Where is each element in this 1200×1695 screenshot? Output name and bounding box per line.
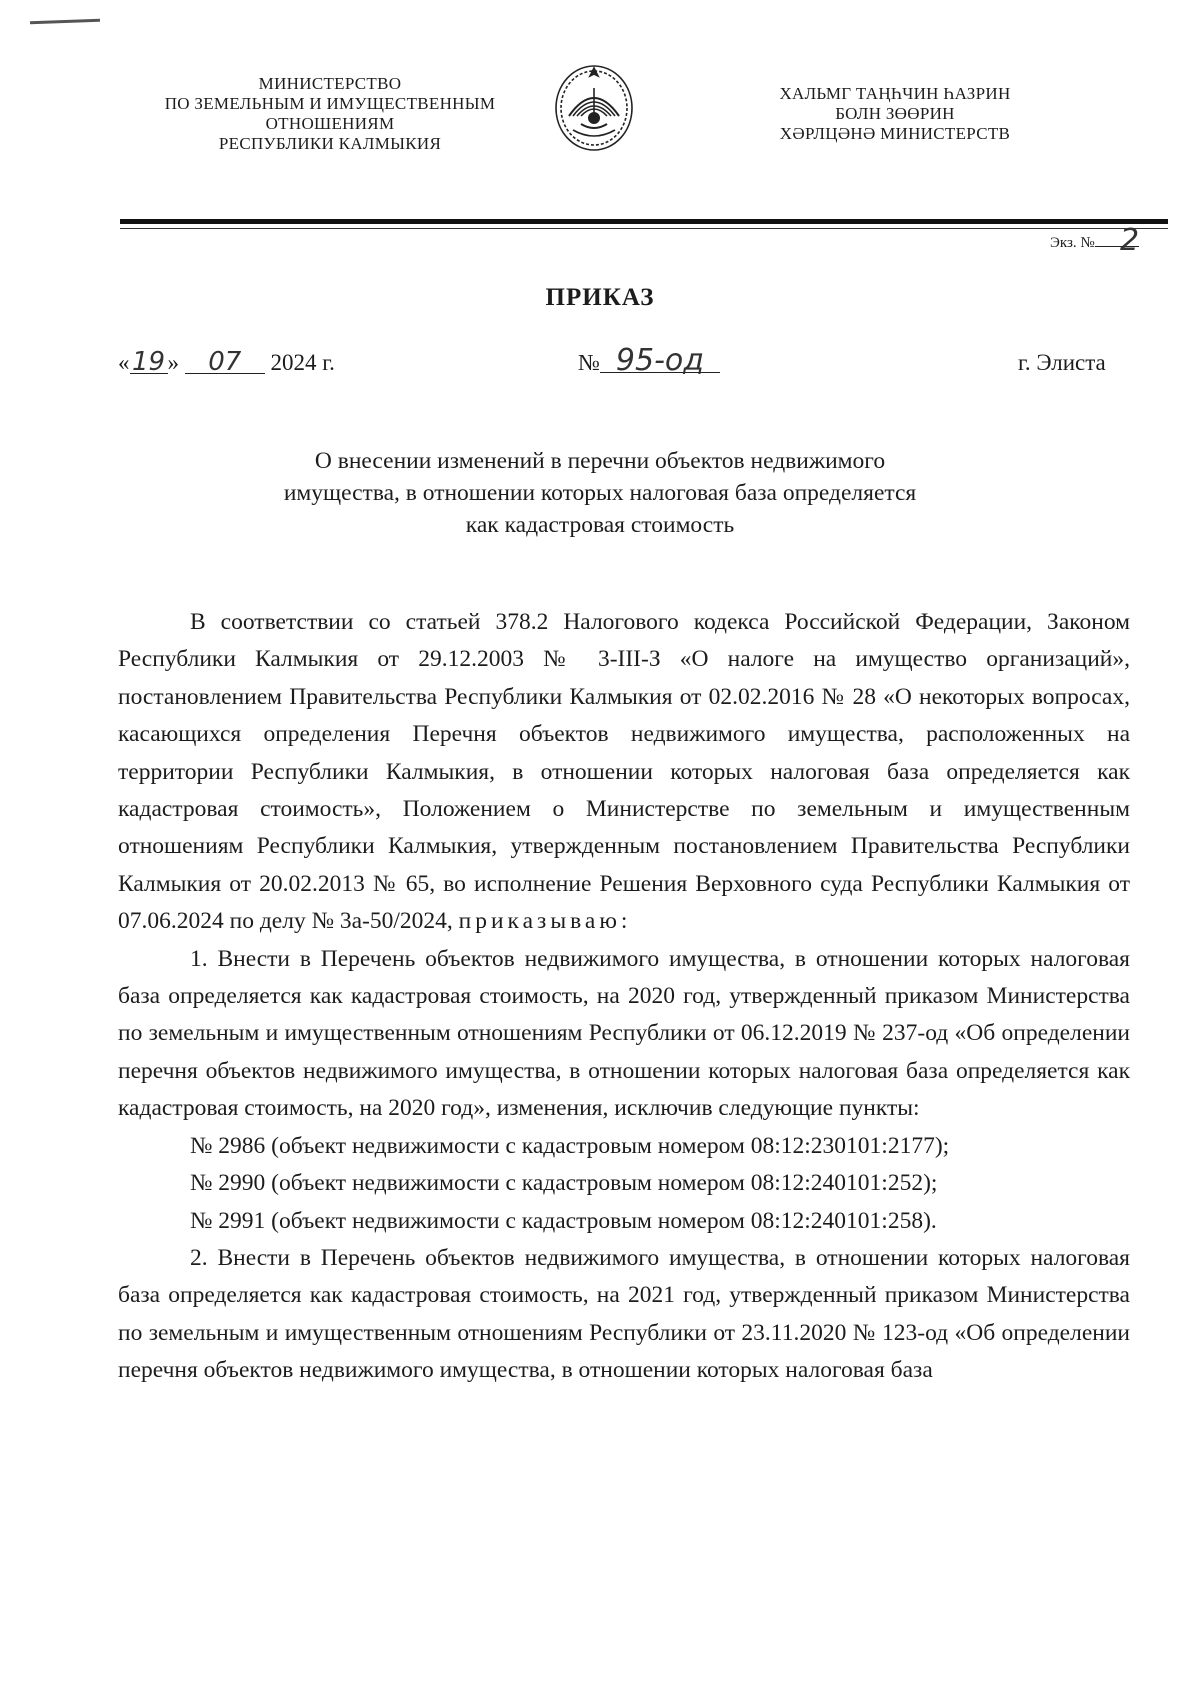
excluded-item: № 2991 (объект недвижимости с кадастровым номером 08:12:240101:258). — [190, 1207, 937, 1234]
ministry-line: ПО ЗЕМЕЛЬНЫМ И ИМУЩЕСТВЕННЫМ — [164, 94, 496, 113]
copy-number-label: Экз. № — [1050, 235, 1095, 251]
scan-artifact-line — [30, 19, 100, 24]
point-2: 2. Внести в Перечень объектов недвижимого имущества, в отношении которых налоговая база определяется как кадастровая стоимость, на 2021 год, утвержденный приказом Министерства по земельным и имущественным отношениям Республики от 23.11.2020 № 123-од «Об определении перечня объектов недвижимого имущества, в отношении которых налоговая база — [118, 1244, 1130, 1384]
order-body — [118, 604, 1130, 1390]
coat-of-arms-icon — [551, 58, 637, 154]
preamble-text: В соответствии со статьей 378.2 Налогового кодекса Российской Федерации, Законом Республики Калмыкия от 29.12.2003 № 3-III-З «О налоге на имущество организаций», постановлением Правительства Республики Калмыкия от 02.02.2016 № 28 «О некоторых вопросах, касающихся определения Перечня объектов недвижимого имущества, расположенных на территории Республики Калмыкия, в отношении которых налоговая база определяется как кадастровая стоимость», Положением о Министерстве по земельным и имущественным отношениям Республики Калмыкия, утвержденным постановлением Правительства Республики Калмыкия от 20.02.2013 № 65, во исполнение Решения Верховного суда Республики Калмыкия от 07.06.2024 по делу № 3а-50/2024, — [118, 609, 1130, 935]
order-word: приказываю: — [458, 908, 632, 935]
ministry-name-russian — [130, 74, 530, 154]
date-month: 07 — [185, 351, 265, 374]
subject-line: имущества, в отношении которых налоговая база определяется — [283, 480, 917, 506]
order-date — [118, 347, 335, 377]
header-divider-thin — [120, 228, 1168, 229]
subject-line: О внесении изменений в перечни объектов недвижимого — [314, 448, 886, 474]
ministry-name-kalmyk — [740, 84, 1050, 144]
ministry-line: БОЛН ЗӨӨРИН — [835, 104, 955, 123]
order-subject — [0, 445, 1200, 541]
ministry-line: МИНИСТЕРСТВО — [258, 74, 402, 93]
ministry-line: ОТНОШЕНИЯМ — [265, 114, 395, 133]
date-quote-close: » — [167, 350, 179, 375]
excluded-item: № 2990 (объект недвижимости с кадастровым номером 08:12:240101:252); — [190, 1170, 938, 1197]
ministry-line: ХАЛЬМГ ТАҢҺЧИН ҺАЗРИН — [779, 84, 1011, 103]
document-title: ПРИКАЗ — [545, 284, 655, 311]
date-day: 19 — [130, 351, 168, 374]
order-city: г. Элиста — [1018, 350, 1106, 375]
ministry-line: ХӘРЛЦӘНӘ МИНИСТЕРСТВ — [779, 124, 1011, 143]
copy-number-value: 2 — [1120, 223, 1140, 258]
header-divider-thick — [120, 219, 1168, 224]
order-number — [578, 343, 720, 378]
copy-number — [1050, 223, 1140, 258]
excluded-item: № 2986 (объект недвижимости с кадастровым номером 08:12:230101:2177); — [190, 1132, 950, 1159]
date-year: 2024 г. — [270, 350, 335, 375]
preamble-paragraph — [118, 604, 1130, 941]
order-number-label: № — [578, 350, 600, 375]
order-number-value: 95-од — [600, 350, 720, 373]
date-quote-open: « — [118, 350, 130, 375]
point-1: 1. Внести в Перечень объектов недвижимого имущества, в отношении которых налоговая база определяется как кадастровая стоимость, на 2020 год, утвержденный приказом Министерства по земельным и имущественным отношениям Республики от 06.12.2019 № 237-од «Об определении перечня объектов недвижимого имущества, в отношении которых налоговая база определяется как кадастровая стоимость, на 2020 год», изменения, исключив следующие пункты: — [118, 945, 1130, 1122]
subject-line: как кадастровая стоимость — [465, 512, 735, 538]
ministry-line: РЕСПУБЛИКИ КАЛМЫКИЯ — [218, 134, 442, 153]
